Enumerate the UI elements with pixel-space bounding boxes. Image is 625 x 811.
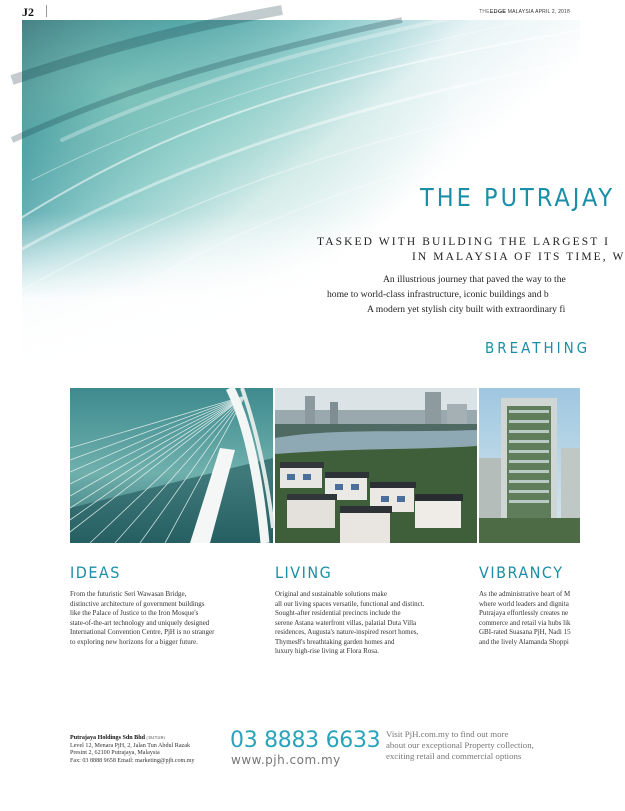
vibrancy-line: and the lively Alamanda Shoppi <box>479 637 569 646</box>
company-name-line <box>70 734 195 743</box>
company-registration: (384702H) <box>146 735 165 740</box>
waterfront-homes-photo <box>275 388 477 543</box>
visit-line: about our exceptional Property collection, <box>386 740 534 751</box>
headline: THE PUTRAJAY <box>420 183 616 212</box>
page-number: J2 <box>22 5 34 19</box>
ideas-line: like the Palace of Justice to the Iron Mosque's <box>70 609 199 617</box>
intro-line-1: An illustrious journey that paved the way to the <box>383 274 566 285</box>
living-line: all our living spaces versatile, functional and distinct. <box>275 599 425 608</box>
intro-line-3: A modern yet stylish city built with extraordinary fi <box>367 304 566 315</box>
living-line: Thymes8's breathtaking garden homes and <box>275 637 395 646</box>
ideas-line: state-of-the-art technology and uniquely designed <box>70 618 210 627</box>
ideas-line: International Convention Centre, PjH is no stranger <box>70 628 215 636</box>
vibrancy-line: commerce and retail via hubs lik <box>479 618 571 627</box>
vibrancy-line: GBI-rated Suasana PjH, Nadi 15 <box>479 628 571 636</box>
living-line: Sought-after residential precincts include the <box>275 609 401 617</box>
tagline-line-2: IN MALAYSIA OF ITS TIME, W <box>412 251 625 263</box>
contact-line: Fax: 03 8888 9658 Email: marketing@pjh.com.my <box>70 757 195 764</box>
ideas-line: to exploring new horizons for a bigger future. <box>70 637 198 646</box>
intro-line-2: home to world-class infrastructure, iconic buildings and b <box>327 289 549 300</box>
masthead-suffix: MALAYSIA <box>507 9 534 15</box>
living-line: residences, Augusta's nature-inspired resort homes, <box>275 628 419 636</box>
visit-line: exciting retail and commercial options <box>386 751 522 762</box>
vibrancy-line: where world leaders and dignita <box>479 599 569 608</box>
vibrancy-heading: VIBRANCY <box>479 563 564 582</box>
masthead-date: APRIL 2, 2018 <box>535 9 570 15</box>
living-line: serene Astana waterfront villas, palatial Duta Villa <box>275 618 417 627</box>
masthead-brand: EDGE <box>489 9 507 15</box>
ideas-heading: IDEAS <box>70 563 121 582</box>
visit-line: Visit PjH.com.my to find out more <box>386 729 509 739</box>
ideas-line: From the futuristic Seri Wawasan Bridge, <box>70 590 187 598</box>
ideas-line: distinctive architecture of government buildings <box>70 599 205 608</box>
visit-text <box>386 729 534 763</box>
living-text <box>275 590 425 657</box>
phone-number: 03 8883 6633 <box>230 728 381 753</box>
header-divider <box>46 5 47 17</box>
vibrancy-text <box>479 590 571 647</box>
company-details <box>70 734 195 765</box>
address-line: Level 12, Menara PjH, 2, Jalan Tun Abdul Razak <box>70 742 190 749</box>
office-tower-photo <box>479 388 580 543</box>
bridge-photo <box>70 388 273 543</box>
living-heading: LIVING <box>275 563 333 582</box>
address-line: Presint 2, 62100 Putrajaya, Malaysia <box>70 750 160 757</box>
website-url: www.pjh.com.my <box>231 753 341 767</box>
breathing-heading: BREATHING <box>485 339 591 357</box>
living-line: luxury high-rise living at Flora Rosa. <box>275 647 379 655</box>
living-line: Original and sustainable solutions make <box>275 590 387 598</box>
vibrancy-line: Putrajaya effortlessly creates ne <box>479 609 569 617</box>
vibrancy-line: As the administrative heart of M <box>479 590 571 598</box>
masthead-prefix: THE <box>479 9 490 15</box>
tagline-line-1: TASKED WITH BUILDING THE LARGEST I <box>317 236 611 248</box>
ideas-text <box>70 590 214 647</box>
company-name: Putrajaya Holdings Sdn Bhd <box>70 735 146 741</box>
